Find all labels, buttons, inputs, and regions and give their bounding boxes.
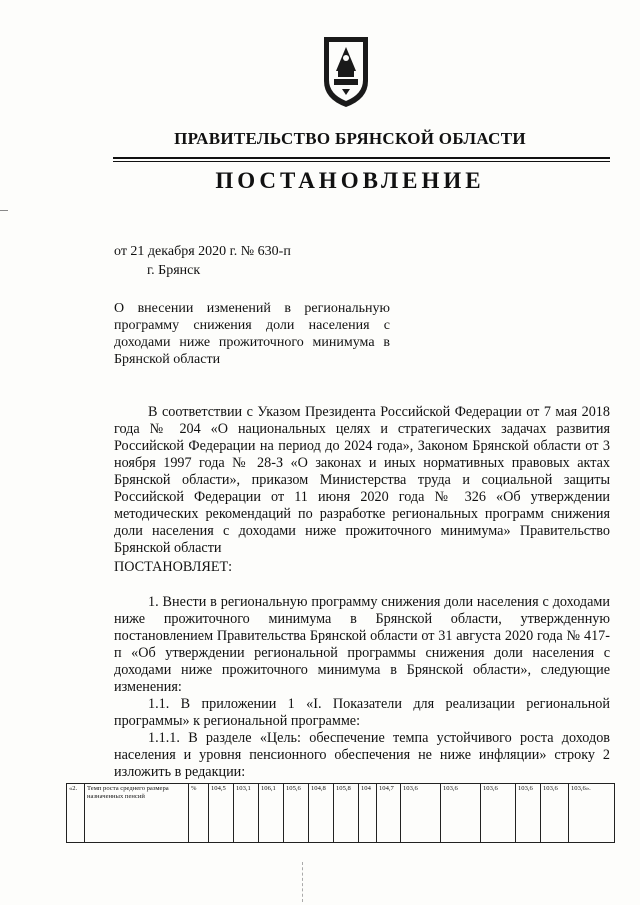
- table-cell: %: [189, 784, 209, 843]
- table-cell: 103,6: [401, 784, 441, 843]
- resolve-heading: ПОСТАНОВЛЯЕТ:: [114, 559, 233, 575]
- table-cell: 104,8: [309, 784, 334, 843]
- table-cell: 103,6: [516, 784, 541, 843]
- table-cell: 104,5: [209, 784, 234, 843]
- document-date: от 21 декабря 2020 г. № 630-п: [114, 244, 291, 259]
- scan-margin-mark: [0, 210, 8, 211]
- document-type: ПОСТАНОВЛЕНИЕ: [215, 168, 485, 193]
- table-cell: «2.: [67, 784, 85, 843]
- table-cell: 105,8: [334, 784, 359, 843]
- table-cell: 106,1: [259, 784, 284, 843]
- coat-of-arms-icon: [320, 31, 372, 111]
- clause-1: 1. Внести в региональную программу снижения доли населения с доходами ниже прожиточного минимума в Брянской области, утвержденную постановлением Правительства Брянской области от 31 августа 2020 года № 417-п «Об утверждении региональной программы снижения доли населения с доходами ниже прожиточного минимума в Брянской области», следующие изменения:: [114, 594, 610, 695]
- table-cell: 103,6: [541, 784, 569, 843]
- amendment-table: [66, 783, 615, 843]
- table-cell: 103,6».: [569, 784, 615, 843]
- document-subject: О внесении изменений в региональную программу снижения доли населения с доходами ниже прожиточного минимума в Брянской области: [114, 301, 390, 367]
- clause-1-1: 1.1. В приложении 1 «I. Показатели для реализации региональной программы» к региональной программе:: [114, 696, 610, 729]
- document-city: г. Брянск: [147, 263, 201, 278]
- table-cell: 105,6: [284, 784, 309, 843]
- table-cell: 104,7: [377, 784, 401, 843]
- table-cell: 103,6: [441, 784, 481, 843]
- table-cell: 103,6: [481, 784, 516, 843]
- header-rule: [113, 157, 610, 159]
- table-cell: 104: [359, 784, 377, 843]
- scan-fold-mark: [302, 862, 304, 902]
- table-cell: 103,1: [234, 784, 259, 843]
- table-cell: Темп роста среднего размера назначенных пенсий: [85, 784, 189, 843]
- preamble-paragraph: В соответствии с Указом Президента Российской Федерации от 7 мая 2018 года № 204 «О национальных целях и стратегических задачах развития Российской Федерации на период до 2024 года», Законом Брянской области от 3 ноября 1997 года № 28-З «О законах и иных нормативных правовых актах Брянской области», приказом Министерства труда и социальной защиты Российской Федерации от 11 июня 2020 года № 326 «Об утверждении методических рекомендаций по разработке региональных программ снижения доли населения с доходами ниже прожиточного минимума» Правительство Брянской области: [114, 404, 610, 556]
- clause-1-1-1: 1.1.1. В разделе «Цель: обеспечение темпа устойчивого роста доходов населения и уровня пенсионного обеспечения не ниже инфляции» строку 2 изложить в редакции:: [114, 730, 610, 780]
- organization-name: ПРАВИТЕЛЬСТВО БРЯНСКОЙ ОБЛАСТИ: [174, 129, 526, 148]
- header-rule-thin: [113, 161, 610, 162]
- table-row: [67, 784, 615, 843]
